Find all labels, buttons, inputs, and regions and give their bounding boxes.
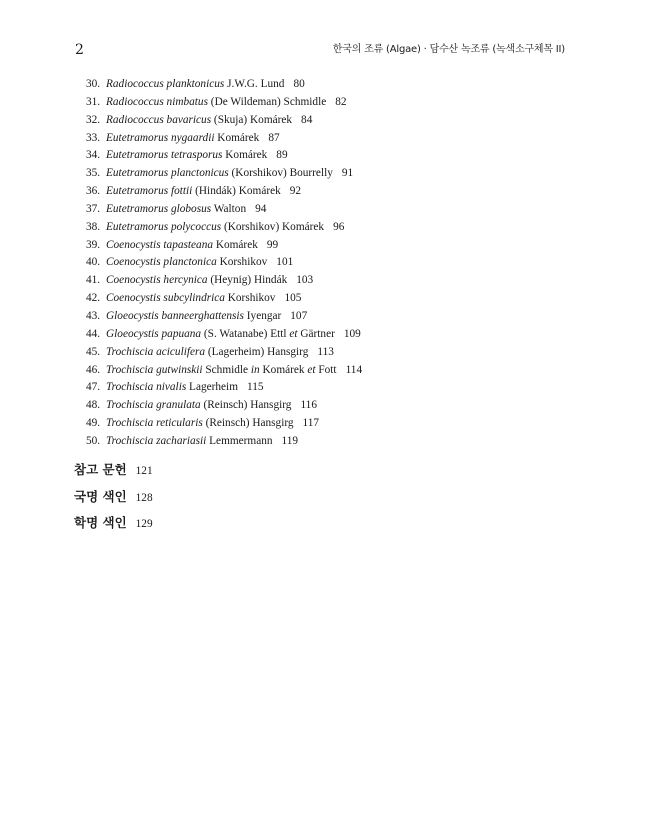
species-name: Eutetramorus tetrasporus — [106, 149, 223, 162]
toc-entry — [86, 326, 556, 344]
toc-entry — [86, 254, 556, 272]
species-name: Coenocystis hercynica — [106, 274, 208, 287]
entry-page: 101 — [276, 256, 294, 269]
species-name: Gloeocystis papuana — [106, 327, 202, 340]
species-name: Eutetramorus globosus — [106, 202, 212, 215]
species-author-tail: Komárek — [259, 363, 308, 376]
entry-page: 89 — [276, 149, 288, 162]
entry-number: 40. — [86, 256, 101, 269]
back-matter-list — [74, 456, 153, 536]
entry-page: 87 — [268, 131, 280, 144]
entry-number: 47. — [86, 381, 101, 394]
entry-page: 94 — [255, 202, 267, 215]
page-number: 2 — [75, 42, 84, 58]
entry-page: 82 — [335, 95, 347, 108]
species-name: Trochiscia granulata — [106, 399, 201, 412]
species-author: (Hindák) Komárek — [192, 185, 281, 198]
entry-page: 117 — [302, 417, 320, 430]
species-name: Trochiscia reticularis — [106, 417, 203, 430]
entry-page: 116 — [300, 399, 317, 412]
entry-number: 37. — [86, 202, 101, 215]
section-title: 참고 문헌 — [74, 462, 127, 477]
entry-number: 45. — [86, 345, 101, 358]
toc-entry — [86, 237, 556, 255]
running-title: 한국의 조류 (Algae) · 담수산 녹조류 (녹색소구체목 II) — [332, 44, 565, 55]
author-connector: et — [289, 327, 298, 340]
toc-entry — [86, 344, 556, 362]
entry-number: 43. — [86, 309, 101, 322]
entry-number: 50. — [86, 434, 101, 447]
entry-page: 119 — [281, 434, 299, 447]
species-author: Korshikov — [216, 256, 268, 269]
toc-entry — [86, 76, 556, 94]
entry-page: 103 — [296, 274, 314, 287]
species-author: Lagerheim — [186, 381, 238, 394]
toc-entry — [86, 165, 556, 183]
species-author: (Skuja) Komárek — [211, 113, 293, 126]
entry-page: 109 — [343, 327, 361, 340]
toc-entry — [86, 290, 556, 308]
species-author: (Lagerheim) Hansgirg — [205, 345, 309, 358]
entry-number: 30. — [86, 78, 101, 90]
section-page: 129 — [135, 518, 153, 530]
species-name: Eutetramorus planctonicus — [106, 167, 229, 180]
entry-number: 41. — [86, 274, 101, 287]
toc-entry — [86, 433, 556, 451]
species-author-tail: Fott — [315, 363, 337, 376]
species-author: J.W.G. Lund — [224, 78, 285, 90]
entry-page: 84 — [301, 113, 313, 126]
toc-entry — [86, 272, 556, 290]
species-author: Komárek — [213, 238, 258, 251]
species-author: Schmidle — [202, 363, 251, 376]
table-of-contents — [86, 76, 556, 451]
entry-number: 31. — [86, 95, 101, 108]
species-author: (Heynig) Hindák — [207, 274, 288, 287]
page-header — [75, 40, 565, 60]
section-entry — [74, 483, 153, 510]
author-connector: et — [307, 363, 316, 376]
toc-entry — [86, 379, 556, 397]
entry-page: 107 — [290, 309, 308, 322]
entry-number: 44. — [86, 327, 101, 340]
species-author: Korshikov — [224, 292, 276, 305]
entry-page: 115 — [247, 381, 264, 394]
species-author: (Korshikov) Bourrelly — [228, 167, 333, 180]
species-author: (Korshikov) Komárek — [221, 220, 325, 233]
species-author: Komárek — [222, 149, 268, 162]
entry-page: 91 — [341, 167, 354, 180]
species-author: Walton — [211, 202, 247, 215]
toc-entry — [86, 94, 556, 112]
entry-page: 92 — [289, 185, 302, 198]
toc-entry — [86, 308, 556, 326]
entry-number: 32. — [86, 113, 101, 126]
species-author-tail: Gärtner — [297, 327, 335, 340]
species-name: Gloeocystis banneerghattensis — [106, 309, 244, 322]
species-name: Eutetramorus nygaardii — [106, 131, 215, 144]
entry-page: 105 — [284, 292, 302, 305]
species-name: Radiococcus nimbatus — [106, 95, 208, 108]
entry-page: 96 — [333, 220, 345, 233]
species-name: Radiococcus bavaricus — [106, 113, 212, 126]
entry-page: 113 — [317, 345, 334, 358]
toc-entry — [86, 130, 556, 148]
author-connector: in — [250, 363, 260, 376]
entry-number: 35. — [86, 167, 101, 180]
species-author: Iyengar — [243, 309, 282, 322]
entry-page: 80 — [293, 78, 305, 90]
species-name: Trochiscia nivalis — [106, 381, 187, 394]
entry-number: 36. — [86, 185, 101, 198]
section-title: 학명 색인 — [74, 515, 127, 530]
species-name: Trochiscia zachariasii — [106, 434, 207, 447]
toc-entry — [86, 112, 556, 130]
species-name: Coenocystis planctonica — [106, 256, 217, 269]
entry-page: 114 — [345, 363, 363, 376]
species-author: Komárek — [214, 131, 260, 144]
species-name: Trochiscia gutwinskii — [106, 363, 203, 376]
toc-entry — [86, 183, 556, 201]
entry-number: 46. — [86, 363, 101, 376]
toc-entry — [86, 362, 556, 380]
section-title: 국명 색인 — [74, 488, 127, 504]
entry-number: 48. — [86, 399, 101, 412]
section-entry — [74, 456, 153, 483]
section-page: 128 — [135, 491, 153, 504]
species-author: (Reinsch) Hansgirg — [200, 399, 292, 412]
toc-entry — [86, 415, 556, 433]
toc-entry — [86, 147, 556, 165]
entry-number: 38. — [86, 220, 101, 233]
entry-page: 99 — [266, 238, 279, 251]
species-author: (S. Watanabe) Ettl — [201, 327, 290, 340]
species-name: Eutetramorus fottii — [106, 185, 193, 198]
species-name: Eutetramorus polycoccus — [106, 220, 222, 233]
section-entry — [74, 509, 153, 536]
entry-number: 33. — [86, 131, 101, 144]
species-name: Trochiscia aciculifera — [106, 345, 206, 358]
species-name: Coenocystis tapasteana — [106, 238, 213, 251]
section-page: 121 — [135, 465, 153, 477]
entry-number: 39. — [86, 238, 101, 251]
species-author: (De Wildeman) Schmidle — [207, 95, 327, 108]
species-name: Coenocystis subcylindrica — [106, 292, 225, 305]
entry-number: 42. — [86, 292, 101, 305]
entry-number: 34. — [86, 149, 101, 162]
species-author: (Reinsch) Hansgirg — [202, 417, 294, 430]
toc-entry — [86, 201, 556, 219]
toc-entry — [86, 397, 556, 415]
toc-entry — [86, 219, 556, 237]
species-name: Radiococcus planktonicus — [106, 78, 225, 90]
entry-number: 49. — [86, 417, 101, 430]
species-author: Lemmermann — [206, 434, 273, 447]
